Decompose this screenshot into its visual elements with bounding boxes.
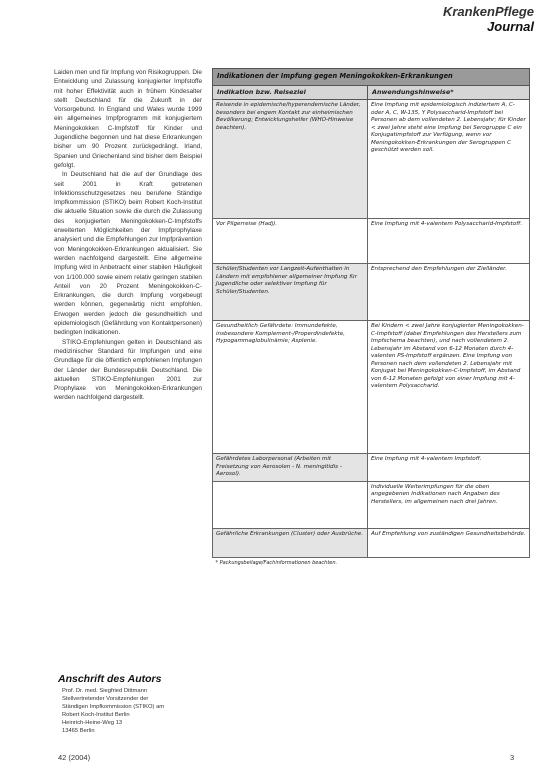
address-line: 13465 Berlin <box>62 727 95 734</box>
address-line: Ständigen Impfkommission (STIKO) am <box>62 703 165 710</box>
address-line: Prof. Dr. med. Siegfried Dittmann <box>62 688 148 694</box>
table-row <box>213 454 530 482</box>
table-row <box>213 100 530 219</box>
paragraph: STIKO-Empfehlungen gelten in Deutschland als medizinischer Standard für Impfungen und eine Grundlage für die öffentlich empfohlenen Impfungen der Länder der Bundesrepublik Deutschland. Die aktuellen STIKO-Empfehlungen 2001 zur Prophylaxe von Meningokokken-Erkrankungen werden nachfolgend dargestellt. <box>54 338 202 402</box>
author-address-heading: Anschrift des Autors <box>58 673 162 685</box>
indication-cell: Schüler/Studenten vor Langzeit-Aufenthalten in Ländern mit empfohlener allgemeiner Impfung für Jugendliche oder selektiver Impfung für Schüler/Studenten. <box>213 264 368 321</box>
table-title: Indikationen der Impfung gegen Meningokokken-Erkrankungen <box>213 69 530 86</box>
table-row <box>213 528 530 557</box>
table-title-row <box>213 69 530 86</box>
indication-cell: Vor Pilgerreise (Hadj). <box>213 219 368 264</box>
table-footnote-row <box>213 557 530 569</box>
indications-table-box <box>212 68 529 569</box>
indication-cell: Gesundheitlich Gefährdete: Immundefekte, insbesondere Komplement-/Properdindefekte, Hypogammaglobulinämie; Asplenie. <box>213 321 368 454</box>
address-line: Stellvertretender Vorsitzender der <box>62 695 149 702</box>
address-line: Heinrich-Heine-Weg 13 <box>62 719 123 726</box>
notes-cell: Eine Impfung mit 4-valentem Impfstoff. <box>368 454 530 482</box>
masthead-line1: KrankenPflege <box>442 4 534 19</box>
journal-masthead <box>443 4 534 34</box>
notes-cell: Individuelle Weiterimpfungen für die oben angegebenen Indikationen nach Angaben des Herstellers, im allgemeinen nach drei Jahren. <box>368 481 530 528</box>
indication-cell <box>213 481 368 528</box>
paragraph: In Deutschland hat die auf der Grundlage des seit 2001 in Kraft getretenen Infektionsschutzgesetzes neu berufene Ständige Impfkommission (STIKO) beim Robert Koch-Institut die aktuelle Situation sowie die durch die Zulassung des konjugierten Meningokokken-C-Impfstoffs erweiterten Möglichkeiten der Impfprophylaxe analysiert und die Empfehlungen zur Impfprävention von Meningokokken-Erkrankungen aktualisiert. Sie werden nachfolgend dargestellt. Eine allgemeine Impfung wird in Anbetracht einer stabilen Häufigkeit von 1/100.000 sowie einem relativ geringen stabilen Anteil von 20 Prozent Meningokokken-C-Erkrankungen, die durch Impfung vorgebeugt werden können, gegenwärtig nicht empfohlen. Erwogen werden jedoch die gesundheitlich und epidemiologisch (Gefährdung von Kontaktpersonen) bedingten Indikationen. <box>54 171 202 337</box>
table-footnote: * Packungsbeilage/Fachinformationen beachten. <box>213 557 530 569</box>
notes-cell: Eine Impfung mit epidemiologisch indiziertem A, C- oder A, C, W-135, Y Polysaccharid-Impfstoff bei Personen ab dem vollendeten 2. Lebensjahr; für Kinder < zwei Jahre steht eine Impfung bei Serogruppe C ein Konjugatimpfstoff zur Verfügung, wenn vor Meningokokken-Erkrankungen der Serogruppen C geschützt werden soll. <box>368 100 530 219</box>
notes-cell: Eine Impfung mit 4-valentem Polysaccharid-Impfstoff. <box>368 219 530 264</box>
table-row <box>213 321 530 454</box>
header-notes: Anwendungshinweise* <box>368 85 530 100</box>
paragraph: Laiden men und für Impfung von Risikogruppen. Die Entwicklung und Zulassung konjugierter Impfstoffe mit hoher Effektivität auch in frühem Kindesalter stellt Deutschland für die Zukunft in der Vorsorgebund. In England und Wales wurde 1999 ein allgemeines Impfprogramm mit konjugiertem Meningokokken C-Impfstoff für Kinder und Jugendliche begonnen und hat diese Erkrankungen bisher um 90 Prozent zurückgedrängt. Irland, Spanien und Griechenland sind bisher dem Beispiel gefolgt. <box>54 69 202 169</box>
header-indication: Indikation bzw. Reiseziel <box>213 85 368 100</box>
issue-number: 42 (2004) <box>58 753 91 762</box>
notes-cell: Bei Kindern < zwei Jahre konjugierter Meningokokken-C-Impfstoff (dabei Empfehlungen des Herstellers zum Impfschema beachten), und nach vollendetem 2. Lebensjahr im Abstand von 6-12 Monaten durch 4-valenten PS-Impfstoff ergänzen. Eine Impfung von Personen nach dem vollendeten 2. Lebensjahr mit Konjugat bei Meningokokken-C-Impfstoff, im Abstand von 6-12 Monaten gefolgt von einer Impfung mit 4-valentem Polysaccharid. <box>368 321 530 454</box>
table-row <box>213 481 530 528</box>
author-address <box>62 688 164 735</box>
indications-table <box>212 68 530 569</box>
page-number: 3 <box>510 753 515 762</box>
indication-cell: Gefährliche Erkrankungen (Cluster) oder Ausbrüche. <box>213 528 368 557</box>
left-text-column <box>54 68 202 403</box>
address-line: Robert Koch-Institut Berlin <box>62 711 130 718</box>
table-header-row <box>213 85 530 100</box>
indication-cell: Reisende in epidemische/hyperendemische Länder, besonders bei engem Kontakt zur einheimischen Bevölkerung; Entwicklungshelfer (WHO-Hinweise beachten). <box>213 100 368 219</box>
indication-cell: Gefährdetes Laborpersonal (Arbeiten mit Freisetzung von Aerosolen - N. meningitidis - Aerosol). <box>213 454 368 482</box>
table-row <box>213 264 530 321</box>
notes-cell: Auf Empfehlung von zuständigen Gesundheitsbehörde. <box>368 528 530 557</box>
masthead-line2: Journal <box>487 19 534 34</box>
notes-cell: Entsprechend den Empfehlungen der Zielländer. <box>368 264 530 321</box>
table-row <box>213 219 530 264</box>
